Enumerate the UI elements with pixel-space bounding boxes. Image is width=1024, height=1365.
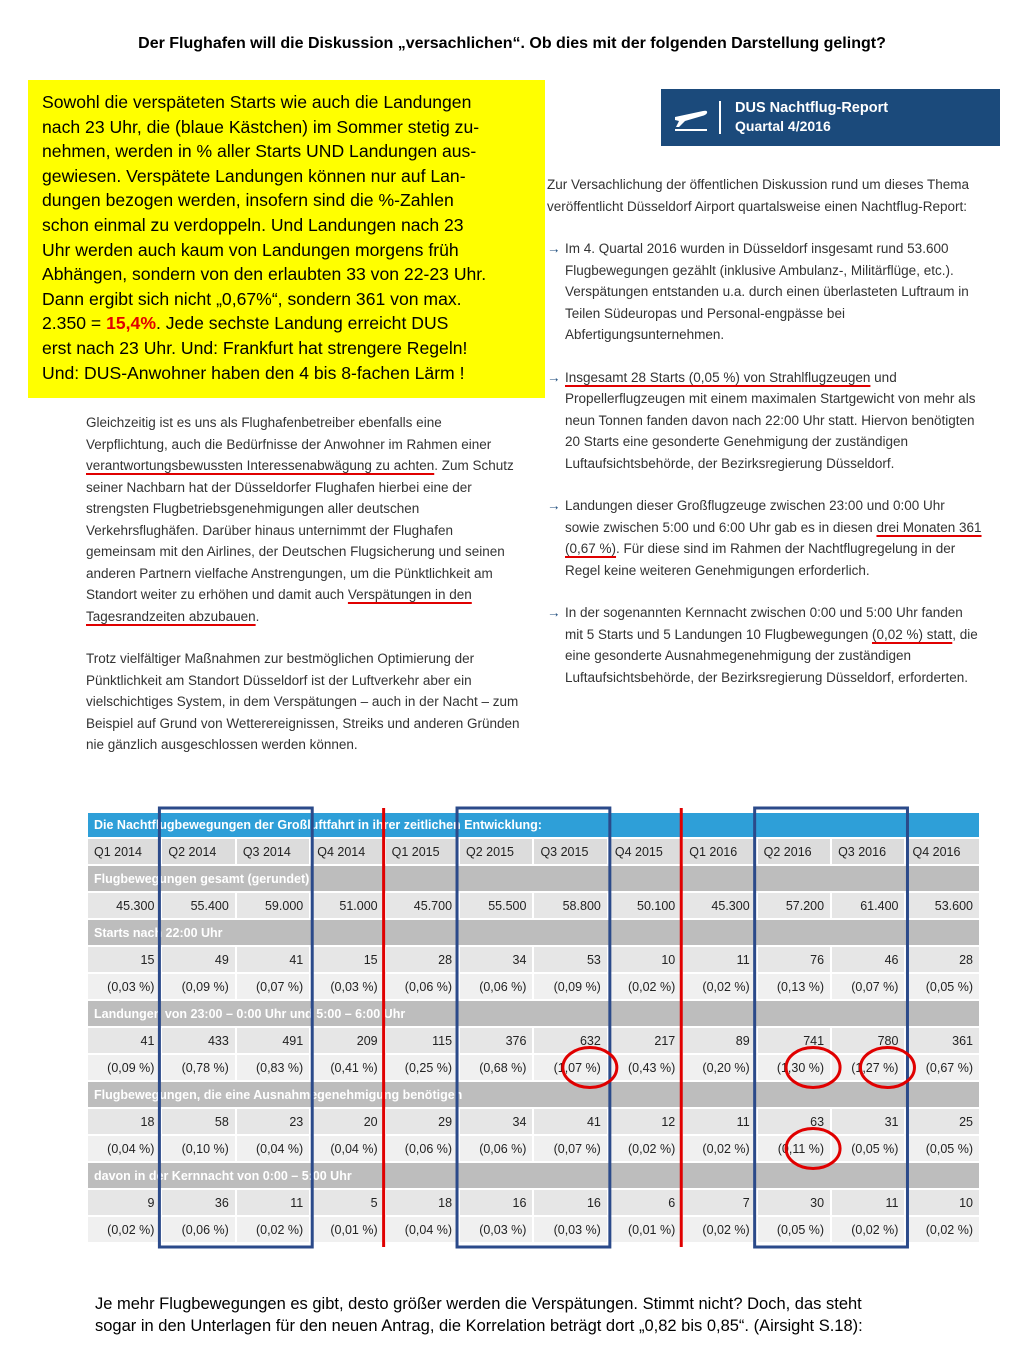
table-cell: (0,03 %) xyxy=(533,1216,607,1243)
underlined-text: (0,02 %) statt xyxy=(871,626,953,642)
underlined-text: Verspätungen in den Tagesrandzeiten abzubauen xyxy=(86,587,472,624)
quarter-header: Q2 2014 xyxy=(161,838,235,865)
table-cell: 780 xyxy=(831,1027,905,1054)
table-cell: (0,01 %) xyxy=(310,1216,384,1243)
table-cell: 16 xyxy=(533,1189,607,1216)
quarter-header: Q3 2014 xyxy=(236,838,310,865)
table-cell: 23 xyxy=(236,1108,310,1135)
table-row xyxy=(87,892,980,919)
table-cell: 49 xyxy=(161,946,235,973)
table-cell: (0,07 %) xyxy=(236,973,310,1000)
table-cell: 30 xyxy=(757,1189,831,1216)
table-cell: 41 xyxy=(87,1027,161,1054)
report-title: DUS Nachtflug-Report xyxy=(735,100,889,116)
table-cell: 491 xyxy=(236,1027,310,1054)
report-left-column xyxy=(86,412,526,777)
table-cell: 217 xyxy=(608,1027,682,1054)
table-row xyxy=(87,1054,980,1081)
table-cell: (0,02 %) xyxy=(236,1216,310,1243)
table-heading: Die Nachtflugbewegungen der Großluftfahrt in ihrer zeitlichen Entwicklung: xyxy=(87,812,980,838)
table-cell: (0,11 %) xyxy=(757,1135,831,1162)
quarter-header: Q3 2016 xyxy=(831,838,905,865)
table-cell: 16 xyxy=(459,1189,533,1216)
bullet-text: , die eine gesonderte Ausnahmegenehmigung der zuständigen Luftaufsichtsbehörde, der Bezirksregierung Düsseldorf, erforderten. xyxy=(565,626,978,685)
table-row xyxy=(87,1027,980,1054)
airplane-icon xyxy=(673,103,709,138)
table-cell: (0,02 %) xyxy=(831,1216,905,1243)
table-cell: 28 xyxy=(905,946,980,973)
table-cell: (0,05 %) xyxy=(905,973,980,1000)
bullet-text: In der sogenannten Kernnacht zwischen 0:00 und 5:00 Uhr fanden mit 5 Starts und 5 Landungen 10 Flugbewegungen xyxy=(565,605,963,642)
quarter-header: Q2 2015 xyxy=(459,838,533,865)
table-cell: 59.000 xyxy=(236,892,310,919)
quarter-header: Q1 2014 xyxy=(87,838,161,865)
table-body xyxy=(87,812,980,1243)
quarter-header: Q4 2015 xyxy=(608,838,682,865)
table-heading-row xyxy=(87,812,980,838)
table-cell: 115 xyxy=(385,1027,459,1054)
callout-line xyxy=(42,311,535,336)
table-cell: 361 xyxy=(905,1027,980,1054)
table-cell: 10 xyxy=(608,946,682,973)
table-cell: (1,30 %) xyxy=(757,1054,831,1081)
report-paragraph xyxy=(86,412,526,627)
table-cell: (1,27 %) xyxy=(831,1054,905,1081)
table-cell: (0,04 %) xyxy=(87,1135,161,1162)
quarter-header: Q2 2016 xyxy=(757,838,831,865)
table-cell: 45.300 xyxy=(87,892,161,919)
report-bullet xyxy=(547,367,982,475)
table-cell: 25 xyxy=(905,1108,980,1135)
section-header-row xyxy=(87,1000,980,1027)
table-cell: 29 xyxy=(385,1108,459,1135)
table-cell: (0,09 %) xyxy=(533,973,607,1000)
underlined-text: Insgesamt 28 Starts (0,05 %) von Strahlflugzeugen xyxy=(565,369,871,385)
table-cell: 11 xyxy=(682,946,756,973)
table-cell: (0,13 %) xyxy=(757,973,831,1000)
table-cell: 28 xyxy=(385,946,459,973)
footer-note xyxy=(95,1293,1005,1337)
table-cell: 31 xyxy=(831,1108,905,1135)
quarter-header: Q4 2014 xyxy=(310,838,384,865)
quarter-header-row xyxy=(87,838,980,865)
table-cell: 46 xyxy=(831,946,905,973)
report-right-column xyxy=(547,174,982,709)
bullet-text: und Propellerflugzeugen mit einem maximalen Startgewicht von mehr als neun Tonnen fanden davon nach 22:00 Uhr statt. Hiervon benötigten 20 Starts eine gesonderte Genehmigung der zuständigen Luftaufsichtsbehörde, der Bezirksregierung Düsseldorf. xyxy=(565,369,976,471)
footer-line: sogar in den Unterlagen für den neuen Antrag, die Korrelation beträgt dort „0,82 bis 0,85“. (Airsight S.18): xyxy=(95,1317,863,1335)
table-cell: 12 xyxy=(608,1108,682,1135)
report-bullet xyxy=(547,495,982,581)
callout-line: schon einmal zu verdoppeln. Und Landungen nach 23 xyxy=(42,214,464,235)
table-cell: 53.600 xyxy=(905,892,980,919)
report-intro: Zur Versachlichung der öffentlichen Diskussion rund um dieses Thema veröffentlicht Düsseldorf Airport quartalsweise einen Nachtflug-Report: xyxy=(547,177,969,214)
callout-line: nehmen, werden in % aller Starts UND Landungen aus- xyxy=(42,141,477,162)
header-divider xyxy=(719,101,721,134)
section-header-row xyxy=(87,1081,980,1108)
section-label: davon in der Kernnacht von 0:00 – 5:00 Uhr xyxy=(87,1162,980,1189)
table-cell: 51.000 xyxy=(310,892,384,919)
table-cell: (0,43 %) xyxy=(608,1054,682,1081)
callout-line: Sowohl die verspäteten Starts wie auch die Landungen xyxy=(42,92,472,112)
paragraph-text: Gleichzeitig ist es uns als Flughafenbetreiber ebenfalls eine Verpflichtung, auch die Bedürfnisse der Anwohner im Rahmen einer xyxy=(86,415,492,452)
table-cell: 5 xyxy=(310,1189,384,1216)
callout-line: Dann ergibt sich nicht „0,67%“, sondern 361 von max. xyxy=(42,288,462,309)
quarter-header: Q3 2015 xyxy=(533,838,607,865)
table-cell: 50.100 xyxy=(608,892,682,919)
table-cell: 34 xyxy=(459,946,533,973)
table-cell: (0,09 %) xyxy=(161,973,235,1000)
bullet-text: . Für diese sind im Rahmen der Nachtflugregelung in der Regel keine weiteren Genehmigungen erforderlich. xyxy=(565,541,956,578)
table-cell: (0,03 %) xyxy=(310,973,384,1000)
table-cell: 61.400 xyxy=(831,892,905,919)
table-cell: (0,02 %) xyxy=(905,1216,980,1243)
table-cell: (0,83 %) xyxy=(236,1054,310,1081)
underlined-text: drei Monaten 361 (0,67 %) xyxy=(565,519,982,556)
table-cell: (0,06 %) xyxy=(161,1216,235,1243)
report-bullet xyxy=(547,602,982,688)
table-cell: (0,02 %) xyxy=(608,973,682,1000)
table-cell: 7 xyxy=(682,1189,756,1216)
table-cell: 18 xyxy=(87,1108,161,1135)
table-row xyxy=(87,1216,980,1243)
table-cell: 741 xyxy=(757,1027,831,1054)
table-cell: 34 xyxy=(459,1108,533,1135)
callout-line: gewiesen. Verspätete Landungen können nur auf Lan- xyxy=(42,165,466,186)
table-cell: 76 xyxy=(757,946,831,973)
table-cell: (0,06 %) xyxy=(385,1135,459,1162)
table-cell: (0,07 %) xyxy=(831,973,905,1000)
table-cell: (0,05 %) xyxy=(757,1216,831,1243)
table-cell: (0,02 %) xyxy=(682,1216,756,1243)
table-cell: 36 xyxy=(161,1189,235,1216)
table-cell: (0,01 %) xyxy=(608,1216,682,1243)
table-cell: 45.700 xyxy=(385,892,459,919)
callout-box xyxy=(28,80,545,398)
table-cell: (0,04 %) xyxy=(385,1216,459,1243)
table-cell: (0,02 %) xyxy=(87,1216,161,1243)
table-cell: 57.200 xyxy=(757,892,831,919)
section-header-row xyxy=(87,865,980,892)
table-cell: (0,03 %) xyxy=(87,973,161,1000)
table-row xyxy=(87,1108,980,1135)
page-title: Der Flughafen will die Diskussion „versachlichen“. Ob dies mit der folgenden Darstellung gelingt? xyxy=(138,35,886,52)
table-cell: 41 xyxy=(533,1108,607,1135)
table-cell: 53 xyxy=(533,946,607,973)
table-cell: 15 xyxy=(310,946,384,973)
table-cell: (0,07 %) xyxy=(533,1135,607,1162)
table-cell: (0,05 %) xyxy=(905,1135,980,1162)
table-cell: 58 xyxy=(161,1108,235,1135)
table-cell: (0,04 %) xyxy=(310,1135,384,1162)
table-cell: (0,03 %) xyxy=(459,1216,533,1243)
table-row xyxy=(87,946,980,973)
table-cell: (0,02 %) xyxy=(682,1135,756,1162)
paragraph-text: . Zum Schutz seiner Nachbarn hat der Düsseldorfer Flughafen hierbei eine der strengsten Flugbetriebsgenehmigungen aller deutschen Verkehrsflughäfen. Darüber hinaus unternimmt der Flughafen gemeinsam mit den Airlines, der Deutschen Flugsicherung und seinen anderen Partnern vielfache Anstrengungen, um die Pünktlichkeit am Standort weiter zu erhöhen und damit auch xyxy=(86,458,514,602)
table-cell: (0,04 %) xyxy=(236,1135,310,1162)
table-cell: (0,20 %) xyxy=(682,1054,756,1081)
section-label: Starts nach 22:00 Uhr xyxy=(87,919,980,946)
underlined-text: verantwortungsbewussten Interessenabwägung zu achten xyxy=(86,458,435,473)
table-cell: 11 xyxy=(236,1189,310,1216)
table-cell: 10 xyxy=(905,1189,980,1216)
table-cell: (0,68 %) xyxy=(459,1054,533,1081)
callout-line: Abhängen, sondern von den erlaubten 33 von 22-23 Uhr. xyxy=(42,264,487,285)
callout-highlight: 15,4% xyxy=(106,313,156,334)
table-cell: 89 xyxy=(682,1027,756,1054)
section-label: Flugbewegungen, die eine Ausnahmegenehmigung benötigen xyxy=(87,1081,980,1108)
table-row xyxy=(87,973,980,1000)
table-cell: (0,02 %) xyxy=(682,973,756,1000)
table-cell: (0,67 %) xyxy=(905,1054,980,1081)
table-cell: (0,78 %) xyxy=(161,1054,235,1081)
table-cell: (1,07 %) xyxy=(533,1054,607,1081)
table-cell: (0,41 %) xyxy=(310,1054,384,1081)
callout-line: dungen bezogen werden, insofern sind die %-Zahlen xyxy=(42,190,454,211)
section-header-row xyxy=(87,919,980,946)
table-cell: (0,09 %) xyxy=(87,1054,161,1081)
callout-line: Und: DUS-Anwohner haben den 4 bis 8-fachen Lärm ! xyxy=(42,362,465,383)
table-row xyxy=(87,1135,980,1162)
table-cell: 11 xyxy=(831,1189,905,1216)
table-cell: 9 xyxy=(87,1189,161,1216)
quarter-header: Q1 2016 xyxy=(682,838,756,865)
table-row xyxy=(87,1189,980,1216)
report-paragraph: Trotz vielfältiger Maßnahmen zur bestmöglichen Optimierung der Pünktlichkeit am Standort Düsseldorf ist der Luftverkehr aber ein vielschichtiges System, in dem Verspätungen – auch in der Nacht – zum Beispiel auf Grund von Wetterereignissen, Streiks und anderen Gründen nie gänzlich ausgeschlossen werden können. xyxy=(86,651,520,752)
table-cell: 433 xyxy=(161,1027,235,1054)
table-cell: 63 xyxy=(757,1108,831,1135)
callout-text: 2.350 = xyxy=(42,313,107,334)
table-cell: 632 xyxy=(533,1027,607,1054)
table-cell: 11 xyxy=(682,1108,756,1135)
table-cell: 18 xyxy=(385,1189,459,1216)
table-cell: (0,02 %) xyxy=(608,1135,682,1162)
footer-line: Je mehr Flugbewegungen es gibt, desto größer werden die Verspätungen. Stimmt nicht? Doch, das steht xyxy=(95,1295,862,1313)
table-cell: 55.500 xyxy=(459,892,533,919)
callout-line: erst nach 23 Uhr. Und: Frankfurt hat strengere Regeln! xyxy=(42,337,468,358)
table-cell: 376 xyxy=(459,1027,533,1054)
table-cell: 41 xyxy=(236,946,310,973)
table-cell: (0,06 %) xyxy=(459,973,533,1000)
table-cell: 6 xyxy=(608,1189,682,1216)
callout-text: . Jede sechste Landung erreicht DUS xyxy=(155,313,449,334)
report-bullet: → Im 4. Quartal 2016 wurden in Düsseldorf insgesamt rund 53.600 Flugbewegungen gezählt (inklusive Ambulanz-, Militärflüge, etc.). Verspätungen entstanden u.a. durch einen überlasteten Luftraum in Teilen Südeuropas und Personal-engpässe bei Abfertigungsunternehmen. xyxy=(547,238,982,346)
table-cell: 15 xyxy=(87,946,161,973)
table-cell: 58.800 xyxy=(533,892,607,919)
report-header xyxy=(661,89,1000,146)
table-cell: (0,10 %) xyxy=(161,1135,235,1162)
table-cell: (0,06 %) xyxy=(459,1135,533,1162)
table-cell: (0,05 %) xyxy=(831,1135,905,1162)
table-cell: 45.300 xyxy=(682,892,756,919)
report-subtitle: Quartal 4/2016 xyxy=(735,118,831,134)
table-cell: 209 xyxy=(310,1027,384,1054)
callout-line: Uhr werden auch kaum von Landungen morgens früh xyxy=(42,239,459,260)
table-cell: 20 xyxy=(310,1108,384,1135)
section-header-row xyxy=(87,1162,980,1189)
quarter-header: Q1 2015 xyxy=(385,838,459,865)
night-flight-table xyxy=(86,811,981,1244)
bullet-text: Landungen dieser Großflugzeuge zwischen 23:00 und 0:00 Uhr sowie zwischen 5:00 und 6:00 Uhr gab es in diesen xyxy=(565,498,945,535)
section-label: Flugbewegungen gesamt (gerundet) xyxy=(87,865,980,892)
callout-line: nach 23 Uhr, die (blaue Kästchen) im Sommer stetig zu- xyxy=(42,116,480,137)
section-label: Landungen von 23:00 – 0:00 Uhr und 5:00 – 6:00 Uhr xyxy=(87,1000,980,1027)
table-cell: (0,25 %) xyxy=(385,1054,459,1081)
paragraph-text: . xyxy=(255,608,260,624)
quarter-header: Q4 2016 xyxy=(905,838,980,865)
table-cell: (0,06 %) xyxy=(385,973,459,1000)
table-cell: 55.400 xyxy=(161,892,235,919)
